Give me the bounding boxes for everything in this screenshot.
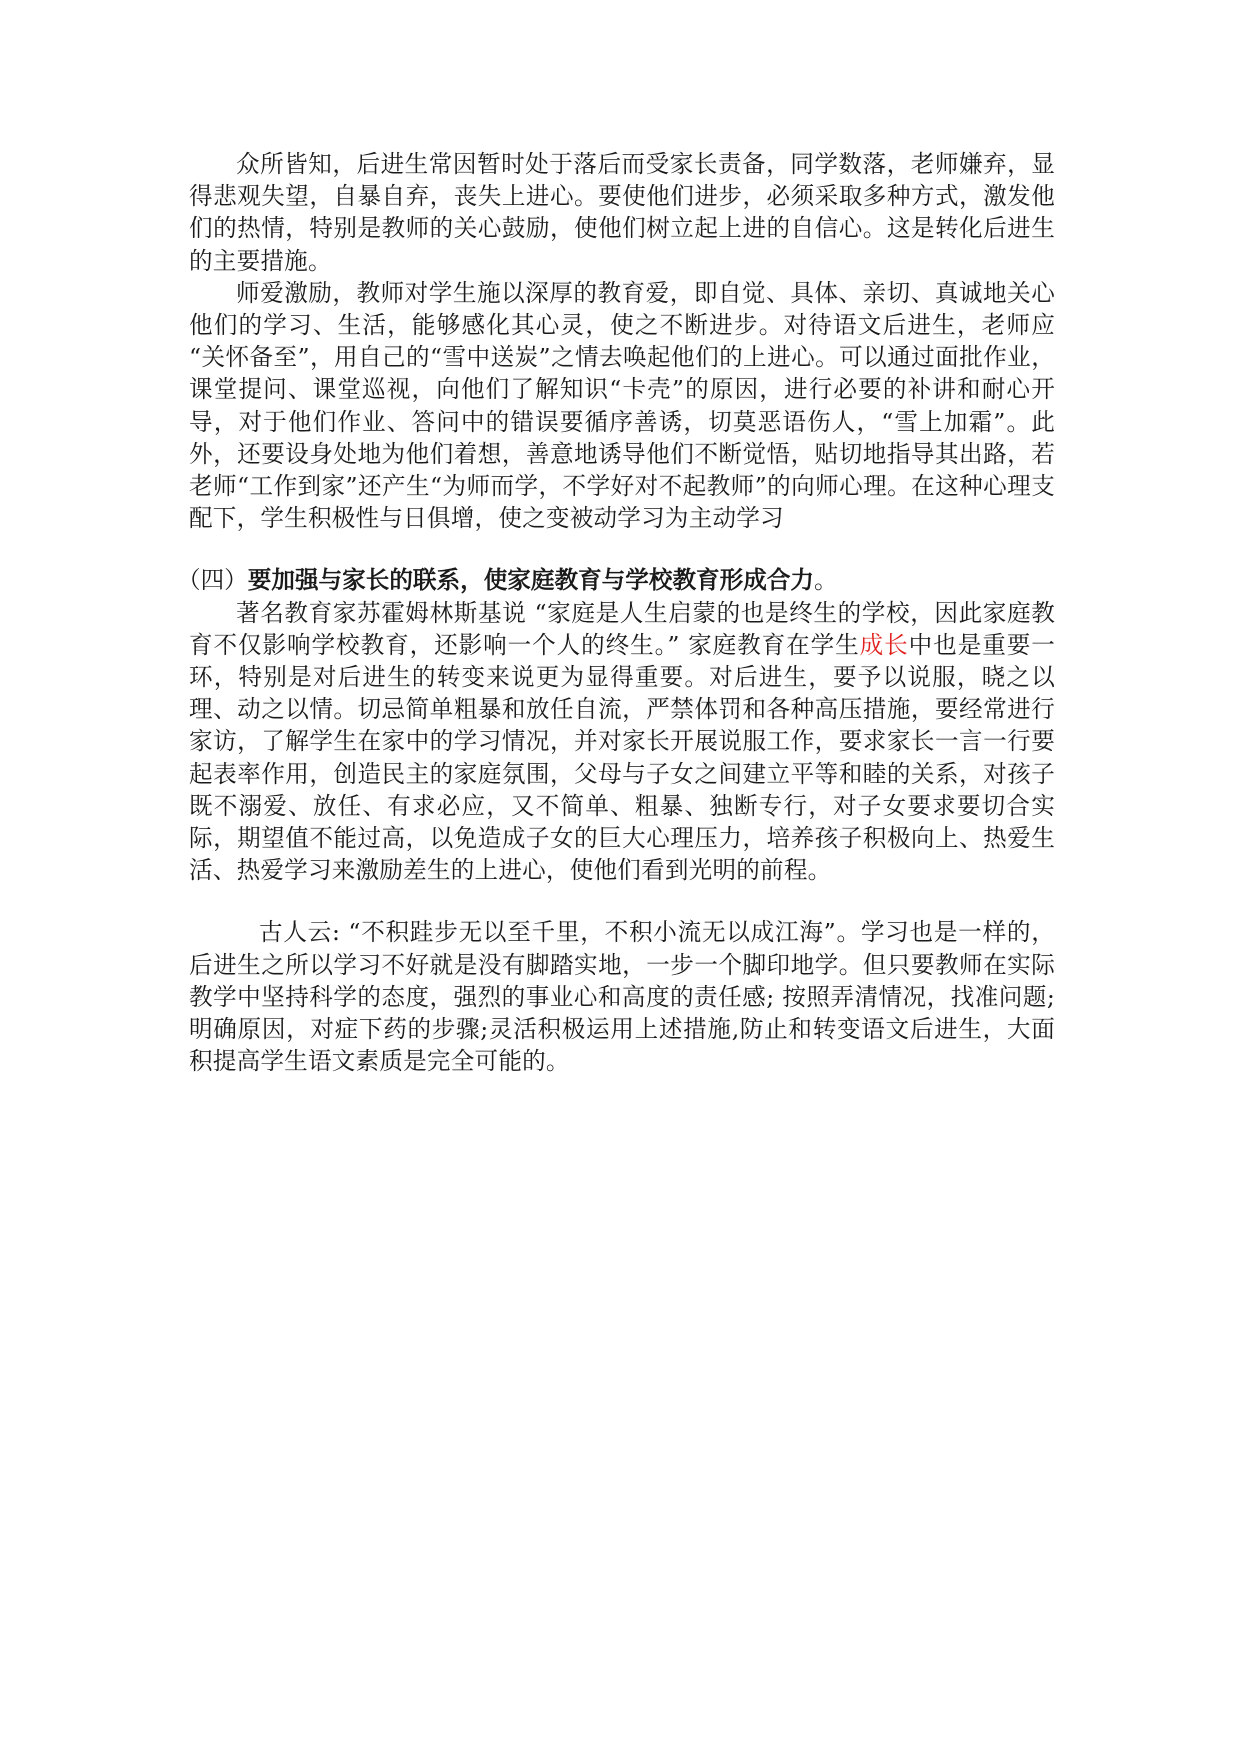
family-education-text-start: 著名教育家苏霍姆林斯基说 “家庭是人生启蒙的也是终生的学校，因此家庭教育不仅影响学校教育，还影响一个人的终生。” 家庭教育在学生 [189,598,1055,659]
heading-number: （四） [177,566,248,595]
paragraph-spacer [189,534,1055,564]
paragraph-teacher-love-encouragement: 师爱激励，教师对学生施以深厚的教育爱，即自觉、具体、亲切、真诚地关心他们的学习、生活，能够感化其心灵，使之不断进步。对待语文后进生，老师应 “关怀备至”，用自己的“雪中送炭”之情去唤起他们的上进心。可以通过面批作业，课堂提问、课堂巡视，向他们了解知识“卡壳”的原因，进行必要的补讲和耐心开导，对于他们作业、答问中的错误要循序善诱，切莫恶语伤人，“雪上加霜”。此外，还要设身处地为他们着想，善意地诱导他们不断觉悟，贴切地指导其出路，若老师“工作到家”还产生“为师而学，不学好对不起教师”的向师心理。在这种心理支配下，学生积极性与日俱增，使之变被动学习为主动学习 [189,278,1055,533]
highlighted-word-growth: 成长 [859,630,909,659]
section-heading-four [177,564,1055,596]
paragraph-struggling-students-intro: 众所皆知，后进生常因暂时处于落后而受家长责备，同学数落，老师嫌弃，显得悲观失望，自暴自弃，丧失上进心。要使他们进步，必须采取多种方式，激发他们的热情，特别是教师的关心鼓励，使他们树立起上进的自信心。这是转化后进生的主要措施。 [189,150,1055,275]
family-education-text-end: 中也是重要一环，特别是对后进生的转变来说更为显得重要。对后进生，要予以说服，晓之以理、动之以情。切忌简单粗暴和放任自流，严禁体罚和各种高压措施，要经常进行家访，了解学生在家中的学习情况，并对家长开展说服工作，要求家长一言一行要起表率作用，创造民主的家庭氛围，父母与子女之间建立平等和睦的关系，对孩子既不溺爱、放任、有求必应，又不简单、粗暴、独断专行，对子女要求要切合实际，期望值不能过高，以免造成子女的巨大心理压力，培养孩子积极向上、热爱生活、热爱学习来激励差生的上进心，使他们看到光明的前程。 [189,630,1056,885]
heading-period: 。 [814,566,838,595]
heading-title: 要加强与家长的联系，使家庭教育与学校教育形成合力 [247,566,815,595]
paragraph-spacer [189,886,1055,916]
document-page [177,148,1056,1077]
paragraph-family-education [189,597,1055,887]
paragraph-conclusion: 古人云: “不积跬步无以至千里，不积小流无以成江海”。学习也是一样的，后进生之所以学习不好就是没有脚踏实地，一步一个脚印地学。但只要教师在实际教学中坚持科学的态度，强烈的事业心和高度的责任感; 按照弄清情况，找准问题; 明确原因，对症下药的步骤;灵活积极运用上述措施,防止和转变语文后进生，大面积提高学生语文素质是完全可能的。 [189,918,1055,1076]
